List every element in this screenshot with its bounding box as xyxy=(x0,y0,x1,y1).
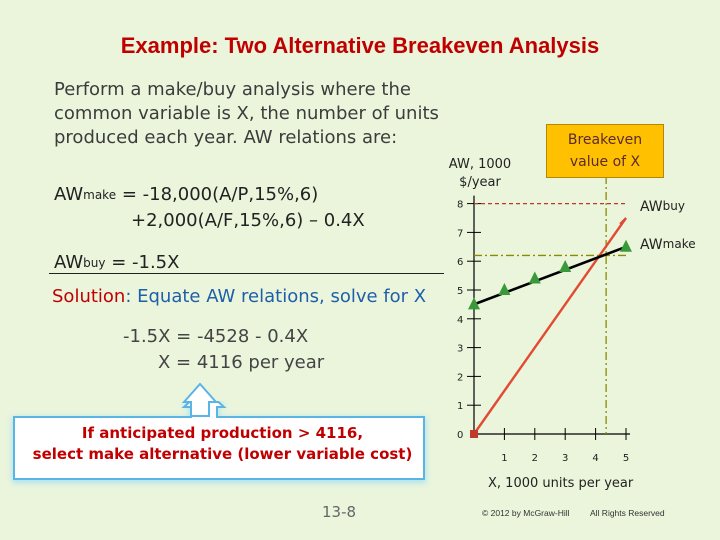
callout-line-1: If anticipated production > 4116, xyxy=(81,424,364,442)
y-tick-label-6: 6 xyxy=(457,257,464,269)
series-label-awbuy xyxy=(640,199,685,215)
awmake-expression-1: = -18,000(A/P,15%,6) xyxy=(116,184,319,205)
x-tick-label-3: 3 xyxy=(562,453,569,464)
awmake-label-main: AW xyxy=(640,237,663,253)
chart-lines xyxy=(474,218,626,434)
awmake-marker-4 xyxy=(620,240,632,252)
y-tick-label-1: 1 xyxy=(457,401,464,413)
awmake-marker-1 xyxy=(498,283,510,295)
awmake-subscript: make xyxy=(83,188,117,202)
y-tick-label-8: 8 xyxy=(457,199,464,211)
y-tick-label-2: 2 xyxy=(457,372,464,384)
x-tick-label-1: 1 xyxy=(501,453,508,464)
equation-1: -1.5X = -4528 - 0.4X xyxy=(123,326,309,347)
x-tick-label-5: 5 xyxy=(622,453,630,464)
awmake-marker-2 xyxy=(529,271,541,283)
awbuy-subscript: buy xyxy=(83,256,106,270)
y-tick-label-0: 0 xyxy=(457,430,464,441)
y-axis-label: AW, 1000 $/year xyxy=(448,157,512,190)
awmake-marker-3 xyxy=(559,260,571,272)
x-axis-label: X, 1000 units per year xyxy=(488,476,634,491)
x-tick-label-2: 2 xyxy=(531,453,538,464)
awbuy-prefix: AW xyxy=(54,252,84,273)
copyright-text: © 2012 by McGraw-Hill xyxy=(482,508,570,518)
equation-2: X = 4116 per year xyxy=(158,352,325,373)
awbuy-label-main: AW xyxy=(640,199,663,215)
breakeven-label-box: Breakeven value of X xyxy=(546,124,664,178)
y-tick-label-5: 5 xyxy=(457,286,464,297)
rights-text: All Rights Reserved xyxy=(590,508,665,518)
awmake-prefix: AW xyxy=(54,184,84,205)
x-tick-label-4: 4 xyxy=(592,453,599,464)
solution-instruction: : Equate AW relations, solve for X xyxy=(125,286,427,307)
page-title: Example: Two Alternative Breakeven Analysis xyxy=(120,33,600,58)
series-label-awmake xyxy=(640,237,696,253)
callout-line-2: select make alternative (lower variable cost) xyxy=(32,445,413,463)
awmake-label-sub: make xyxy=(662,237,696,251)
solution-label: Solution xyxy=(52,286,126,307)
chart-guides xyxy=(474,176,626,434)
origin-marker xyxy=(470,430,478,438)
awbuy-series-line xyxy=(474,218,626,434)
y-tick-label-3: 3 xyxy=(457,343,464,355)
y-tick-label-4: 4 xyxy=(457,314,464,326)
awbuy-expression: = -1.5X xyxy=(105,252,180,273)
page-number: 13-8 xyxy=(322,503,357,521)
intro-text: Perform a make/buy analysis where the common variable is X, the number of units produced each year. AW relations are: xyxy=(54,79,439,148)
awbuy-label-sub: buy xyxy=(662,199,685,213)
awmake-relation-line2: +2,000(A/F,15%,6) – 0.4X xyxy=(131,210,365,231)
chart-axes xyxy=(457,196,630,464)
y-tick-label-7: 7 xyxy=(457,228,464,240)
